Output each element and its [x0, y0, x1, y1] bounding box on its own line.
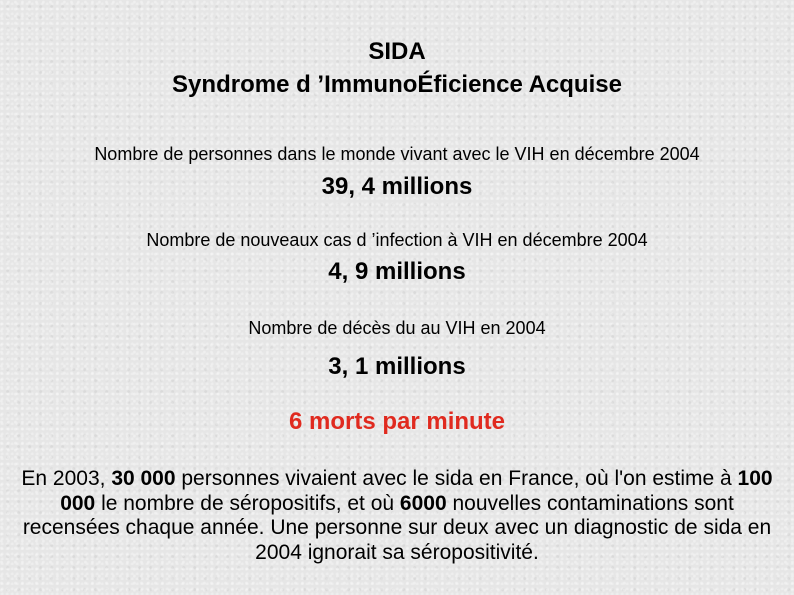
title-line-1: SIDA — [368, 38, 426, 65]
paragraph-text-1: En 2003, — [21, 467, 112, 490]
stat-label-new-cases: Nombre de nouveaux cas d ’infection à VIH en décembre 2004 — [146, 230, 648, 250]
stat-label-living: Nombre de personnes dans le monde vivant avec le VIH en décembre 2004 — [94, 144, 700, 164]
stat-value-deaths: 3, 1 millions — [328, 353, 466, 380]
paragraph-number-contaminations: 6000 — [399, 491, 447, 515]
paragraph-number-seropositive: 100 000 — [60, 467, 773, 515]
stat-value-living: 39, 4 millions — [321, 173, 473, 200]
title-line-2: Syndrome d ’ImmunoÉficience Acquise — [172, 71, 622, 98]
paragraph-text-3: le nombre de séropositifs, et où — [95, 491, 400, 515]
paragraph-text-4: nouvelles contaminations sont recensées chaque année. Une personne sur deux avec un diagnostic de sida en 2004 ignorait sa séropositivité. — [22, 491, 772, 564]
paragraph-number-living: 30 000 — [111, 467, 176, 490]
paragraph-text-2: personnes vivaient avec le sida en France, où l'on estime à — [175, 467, 738, 490]
highlight-deaths-per-minute: 6 morts par minute — [288, 408, 506, 435]
france-paragraph — [20, 467, 774, 565]
stat-value-new-cases: 4, 9 millions — [328, 258, 466, 285]
stat-label-deaths: Nombre de décès du au VIH en 2004 — [248, 318, 546, 338]
